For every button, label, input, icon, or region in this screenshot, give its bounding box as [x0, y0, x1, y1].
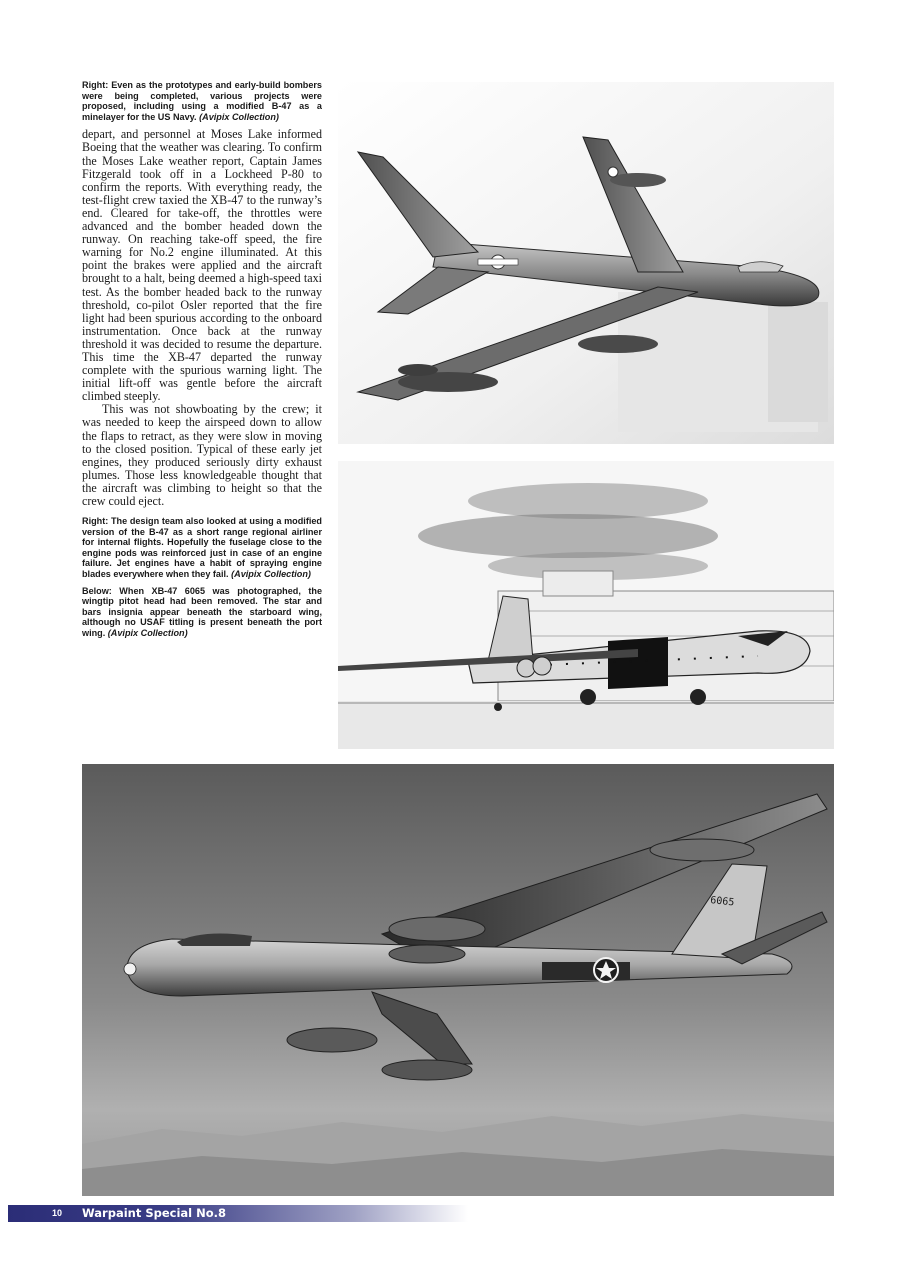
- page-footer: [8, 1205, 468, 1222]
- tail-serial: 6065: [709, 895, 735, 909]
- text-column: [82, 80, 322, 645]
- xb47-flight-photo: [82, 764, 834, 1196]
- airliner-concept-illustration: [338, 461, 834, 749]
- caption-below: [82, 586, 322, 639]
- caption-mid-right-credit: (Avipix Collection): [231, 569, 311, 580]
- caption-mid-right-text: Right: The design team also looked at using a modified version of the B-47 as a short range regional airliner for internal flights. Hopefully the fuselage close to the engine pods was reinforced just in case of an engine failure. Jet engines have a habit of spraying engine blades everywhere when they fail.: [82, 516, 322, 580]
- publication-title: Warpaint Special No.8: [82, 1206, 227, 1220]
- caption-below-credit: (Avipix Collection): [107, 628, 188, 639]
- page-number: 10: [52, 1208, 63, 1218]
- caption-top-right-text: Right: Even as the prototypes and early-build bombers were being completed, various projects were proposed, including using a modified B-47 as a minelayer for the US Navy.: [82, 80, 322, 122]
- caption-top-right: [82, 80, 322, 122]
- minelayer-illustration: [338, 82, 834, 444]
- body-paragraph-2: This was not showboating by the crew; it was needed to keep the airspeed down to allow the flaps to retract, as they were slow in moving to the closed position. Typical of these early jet engines, they produced seriously dirty exhaust plumes. Those less knowledgeable thought that the aircraft was climbing to height so that the crew could eject.: [82, 402, 322, 508]
- caption-mid-right: [82, 516, 322, 580]
- caption-top-right-credit: (Avipix Collection): [199, 111, 279, 122]
- caption-below-text: Below: When XB-47 6065 was photographed, the wingtip pitot head had been removed. The star and bars insignia appear beneath the starboard wing, although no USAF titling is present beneath the port wing.: [82, 585, 322, 639]
- body-paragraph-1: depart, and personnel at Moses Lake informed Boeing that the weather was clearing. To confirm the Moses Lake weather report, Captain James Fitzgerald took off in a Lockheed P-80 to confirm the reports. With everything ready, the test-flight crew taxied the XB-47 to the runway’s end. Cleared for take-off, the throttles were advanced and the bomber headed down the runway. On reaching take-off speed, the fire warning for No.2 engine illuminated. At this point the brakes were applied and the aircraft brought to a halt, being deemed a high-speed taxi test. As the bomber headed back to the runway threshold, co-pilot Osler reported that the fire light had been spurious according to the onboard instrumentation. Once back at the runway threshold it was decided to resume the departure. This time the XB-47 departed the runway complete with the spurious warning light. The initial lift-off was gentle before the aircraft climbed steeply.: [82, 127, 322, 404]
